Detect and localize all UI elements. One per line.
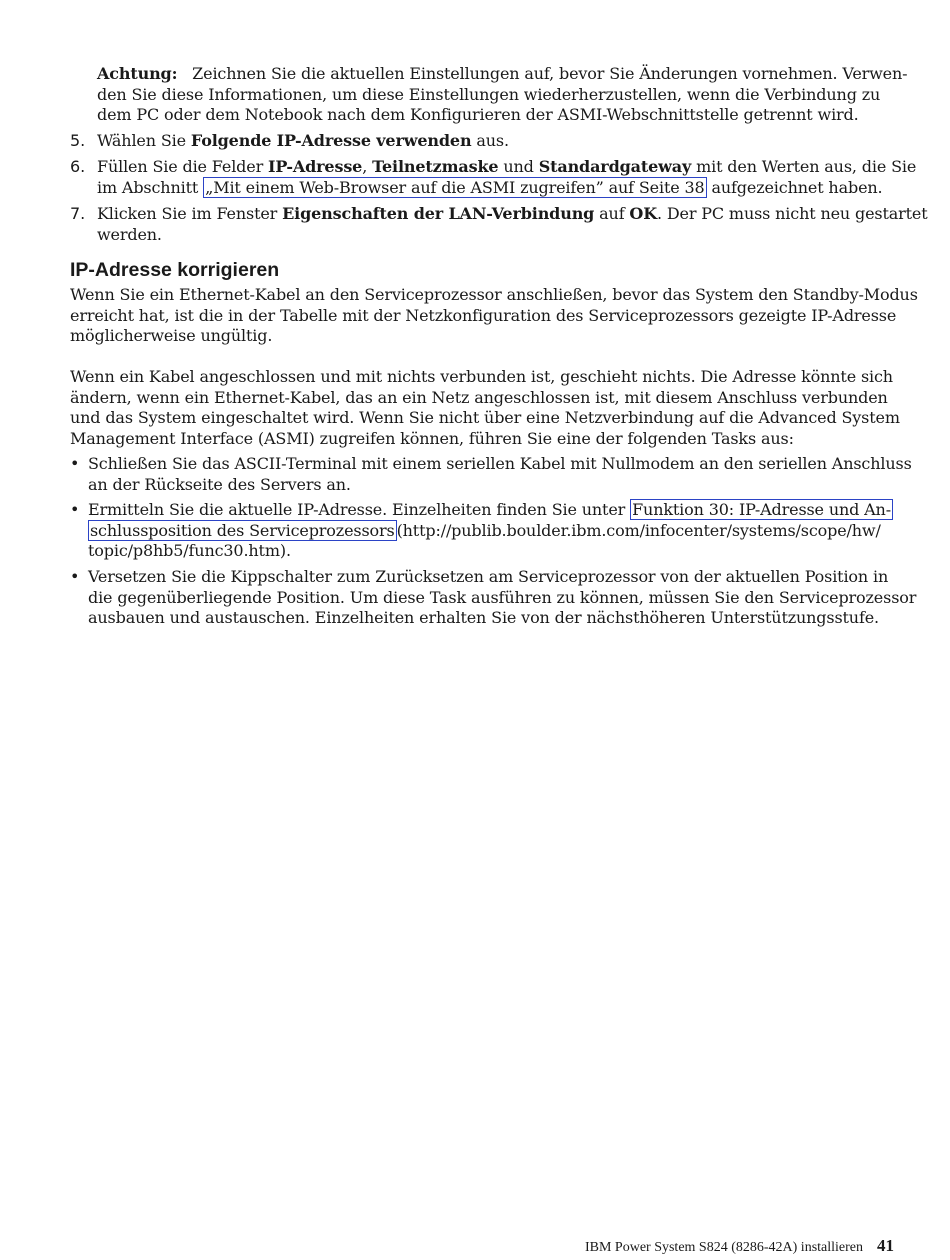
paragraph-line: ändern, wenn ein Ethernet-Kabel, das an ein Netz angeschlossen ist, mit diesem Anschluss verbunden <box>70 387 888 407</box>
section-heading: IP-Adresse korrigieren <box>70 259 280 281</box>
step-text: aufgezeichnet haben. <box>706 177 883 197</box>
page-footer <box>585 1236 894 1256</box>
step-text: Klicken Sie im Fenster <box>97 204 283 223</box>
step-number: 6. <box>70 157 86 176</box>
bullet-item <box>88 454 912 495</box>
bullet-url-text: topic/p8hb5/func30.htm). <box>88 541 291 561</box>
paragraph-line: erreicht hat, ist die in der Tabelle mit der Netzkonfiguration des Serviceprozessors gezeigte IP-Adresse <box>70 305 897 325</box>
step-text: werden. <box>97 224 162 244</box>
bullet-text: an der Rückseite des Servers an. <box>88 474 351 494</box>
step-bold-term: Teilnetzmaske <box>372 157 499 176</box>
page-number: 41 <box>877 1236 894 1255</box>
paragraph-line: Management Interface (ASMI) zugreifen können, führen Sie eine der folgenden Tasks aus: <box>70 428 794 448</box>
bullet-item <box>88 500 893 562</box>
step-bold-term: OK <box>629 204 657 223</box>
paragraph-line: und das System eingeschaltet wird. Wenn Sie nicht über eine Netzverbindung auf die Advanced System <box>70 408 900 428</box>
step-text: auf <box>594 204 630 223</box>
step-text: Füllen Sie die Felder <box>97 157 269 176</box>
bullet-marker: • <box>70 454 80 473</box>
step-bold-term: Eigenschaften der LAN-Verbindung <box>282 204 595 223</box>
paragraph <box>70 285 918 347</box>
function30-link[interactable]: Funktion 30: IP-Adresse und An- <box>632 500 891 519</box>
paragraph-line: Wenn ein Kabel angeschlossen und mit nichts verbunden ist, geschieht nichts. Die Adresse könnte sich <box>70 367 893 386</box>
bullet-text: die gegenüberliegende Position. Um diese Task ausführen zu können, müssen Sie den Serviceprozessor <box>88 587 917 607</box>
attention-note <box>97 64 907 126</box>
step-text: mit den Werten aus, die Sie <box>691 157 917 176</box>
bullet-marker: • <box>70 500 80 519</box>
step-number: 5. <box>70 131 86 150</box>
step-text: . Der PC muss nicht neu gestartet <box>656 204 928 223</box>
step-bold-term: IP-Adresse <box>268 157 363 176</box>
paragraph-line: Wenn Sie ein Ethernet-Kabel an den Serviceprozessor anschließen, bevor das System den Standby-Modus <box>70 285 918 304</box>
step-bold-term: Folgende IP-Adresse verwenden <box>190 131 472 150</box>
footer-title: IBM Power System S824 (8286-42A) installieren <box>584 1240 863 1255</box>
step-text: und <box>498 157 539 176</box>
bullet-item <box>88 567 916 629</box>
bullet-text: Schließen Sie das ASCII-Terminal mit einem seriellen Kabel mit Nullmodem an den seriellen Anschluss <box>88 454 912 473</box>
attention-text-line: Zeichnen Sie die aktuellen Einstellungen auf, bevor Sie Änderungen vornehmen. Verwen- <box>192 64 908 83</box>
step-number: 7. <box>70 204 86 223</box>
step-7 <box>97 204 928 245</box>
attention-text-line: den Sie diese Informationen, um diese Einstellungen wiederherzustellen, wenn die Verbindung zu <box>97 84 881 104</box>
bullet-marker: • <box>70 567 80 586</box>
attention-label: Achtung: <box>97 64 178 83</box>
step-text: , <box>362 157 373 176</box>
bullet-text: Versetzen Sie die Kippschalter zum Zurücksetzen am Serviceprozessor von der aktuellen Position in <box>88 567 889 586</box>
step-6 <box>97 157 916 198</box>
step-text: im Abschnitt <box>97 177 204 197</box>
bullet-text: Ermitteln Sie die aktuelle IP-Adresse. Einzelheiten finden Sie unter <box>88 500 631 519</box>
attention-text-line: dem PC oder dem Notebook nach dem Konfigurieren der ASMI-Webschnittstelle getrennt wird. <box>97 105 859 125</box>
function30-link[interactable]: schlussposition des Serviceprozessors <box>90 520 395 540</box>
step-bold-term: Standardgateway <box>538 157 692 176</box>
asmi-browser-link[interactable]: „Mit einem Web-Browser auf die ASMI zugreifen” auf Seite 38 <box>205 177 705 197</box>
bullet-text: ausbauen und austauschen. Einzelheiten erhalten Sie von der nächsthöheren Unterstützungsstufe. <box>88 608 879 628</box>
paragraph <box>70 367 900 449</box>
step-5 <box>97 131 509 152</box>
step-text: aus. <box>471 131 509 150</box>
bullet-url-text: (http://publib.boulder.ibm.com/infocenter/systems/scope/hw/ <box>396 520 881 540</box>
step-text: Wählen Sie <box>97 131 191 150</box>
paragraph-line: möglicherweise ungültig. <box>70 326 273 346</box>
